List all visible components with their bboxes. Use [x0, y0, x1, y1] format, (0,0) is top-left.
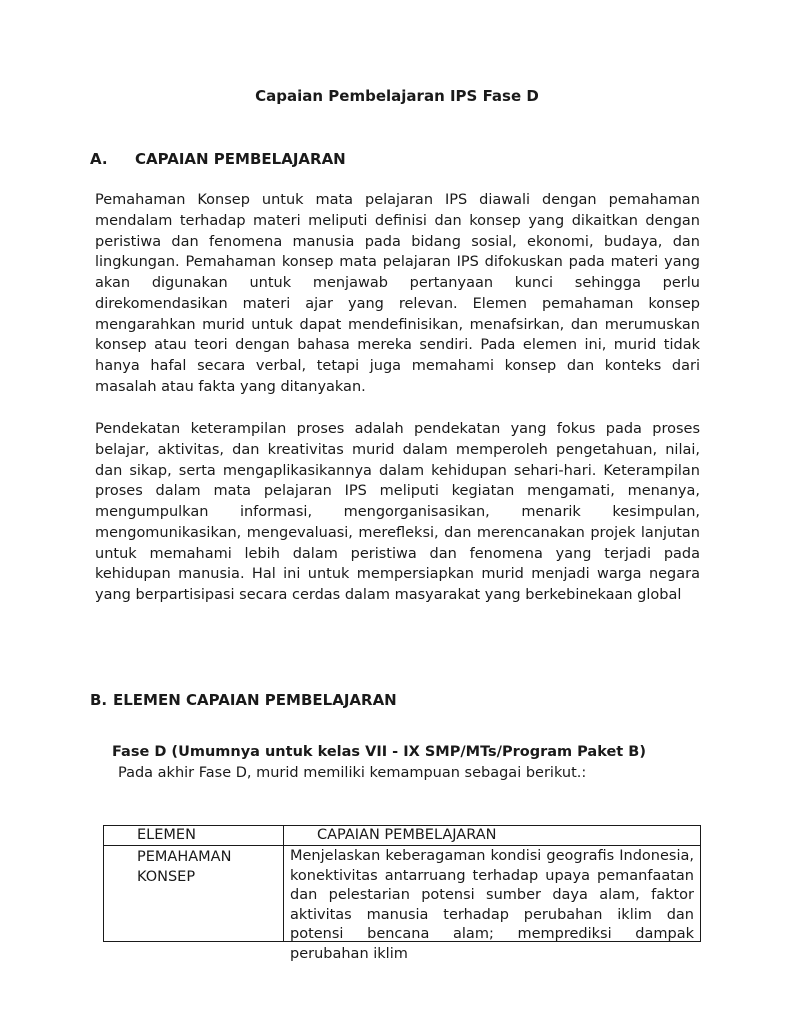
- table-cell-capaian-text: Menjelaskan keberagaman kondisi geografis Indonesia, konektivitas antarruang terhadap upaya pemanfaatan dan pelestarian potensi sumber daya alam, faktor aktivitas manusia terhadap perubahan iklim dan potensi bencana alam; memprediksi dampak perubahan iklim: [290, 848, 694, 962]
- phase-d-intro: Pada akhir Fase D, murid memiliki kemampuan sebagai berikut.:: [118, 765, 587, 781]
- document-title: Capaian Pembelajaran IPS Fase D: [255, 87, 539, 105]
- table-cell-capaian: [284, 846, 701, 962]
- section-b-title: ELEMEN CAPAIAN PEMBELAJARAN: [113, 691, 397, 709]
- table-header-capaian: CAPAIAN PEMBELAJARAN: [284, 826, 701, 846]
- section-a-title: CAPAIAN PEMBELAJARAN: [135, 150, 346, 168]
- table-header-row: [104, 826, 701, 846]
- section-a-number: A.: [90, 150, 108, 168]
- table-cell-elemen: PEMAHAMAN KONSEP: [104, 846, 284, 942]
- section-b-number: B.: [90, 691, 108, 709]
- section-b-heading: [90, 690, 397, 710]
- process-skills-paragraph: Pendekatan keterampilan proses adalah pendekatan yang fokus pada proses belajar, aktivitas, dan kreativitas murid dalam memperoleh pengetahuan, nilai, dan sikap, serta mengaplikasikannya dalam kehidupan sehari-hari. Keterampilan proses dalam mata pelajaran IPS meliputi kegiatan mengamati, menanya, mengumpulkan informasi, mengorganisasikan, menarik kesimpulan, mengomunikasikan, mengevaluasi, merefleksi, dan merencanakan projek lanjutan untuk memahami lebih dalam peristiwa dan fenomena yang terjadi pada kehidupan manusia. Hal ini untuk mempersiapkan murid menjadi warga negara yang berpartisipasi secara cerdas dalam masyarakat yang berkebinekaan global: [95, 421, 700, 603]
- section-a-heading: [90, 149, 346, 169]
- phase-d-title: Fase D (Umumnya untuk kelas VII - IX SMP/MTs/Program Paket B): [112, 744, 646, 760]
- concept-understanding-paragraph: Pemahaman Konsep untuk mata pelajaran IPS diawali dengan pemahaman mendalam terhadap materi meliputi definisi dan konsep yang dikaitkan dengan peristiwa dan fenomena manusia pada bidang sosial, ekonomi, budaya, dan lingkungan. Pemahaman konsep mata pelajaran IPS difokuskan pada materi yang akan digunakan untuk menjawab pertanyaan kunci sehingga perlu direkomendasikan materi ajar yang relevan. Elemen pemahaman konsep mengarahkan murid untuk dapat mendefinisikan, menafsirkan, dan merumuskan konsep atau teori dengan bahasa mereka sendiri. Pada elemen ini, murid tidak hanya hafal secara verbal, tetapi juga memahami konsep dan konteks dari masalah atau fakta yang ditanyakan.: [95, 192, 700, 395]
- learning-outcomes-table: [103, 825, 701, 962]
- table-header-elemen: ELEMEN: [104, 826, 284, 846]
- table-row: [104, 846, 701, 942]
